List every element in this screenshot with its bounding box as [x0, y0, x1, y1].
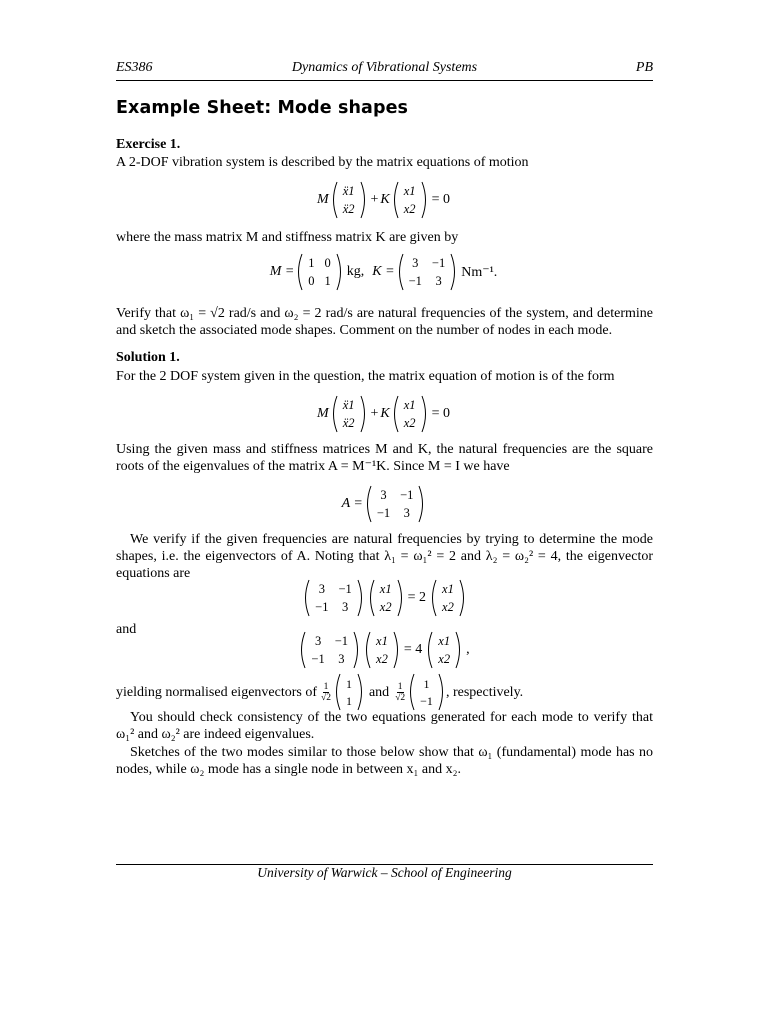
solution-paragraph-3: We verify if the given frequencies are natural frequencies by trying to determine the mode shapes, i.e. the eigenvectors of A. Noting that λ₁ = ω₁² = 2 and λ₂ = ω₂² = 4, the eigenvector equations are: [116, 532, 653, 581]
solution-paragraph-1: For the 2 DOF system given in the question, the matrix equation of motion is of the form: [116, 369, 615, 384]
matrix-A: 3 −1 −1 3: [364, 485, 427, 523]
matrix-A-equation: A = 3 −1 −1 3: [116, 484, 653, 524]
exercise-heading: Exercise 1.: [116, 137, 181, 152]
running-header: [116, 60, 653, 78]
eigenvector-2: 1 −1: [407, 673, 446, 711]
author-initials: PB: [635, 60, 653, 75]
exercise-intro: A 2-DOF vibration system is described by the matrix equations of motion: [116, 155, 529, 170]
mass-matrix: 1 0 0 1: [295, 253, 344, 291]
mass-stiffness-intro: where the mass matrix M and stiffness matrix K are given by: [116, 230, 459, 245]
displacement-vector: x1 x2: [391, 181, 429, 219]
course-title: Dynamics of Vibrational Systems: [291, 60, 478, 75]
eigenvector-equation-1: 3 −1 −1 3 x1 x2 = 2 x1 x2: [116, 578, 653, 618]
mass-stiffness-matrices: M = 1 0 0 1 kg, K = 3 −1 −1 3 Nm⁻¹.: [116, 252, 653, 292]
equation-of-motion-solution: M ẍ1 ẍ2 + K x1 x2 = 0: [116, 394, 653, 434]
exercise-question: Verify that ω₁ = √2 rad/s and ω₂ = 2 rad/s are natural frequencies of the system, and determine and sketch the associated mode shapes. Comment on the number of nodes in each mode.: [116, 306, 653, 338]
acceleration-vector: ẍ1 ẍ2: [330, 181, 368, 219]
header-rule: [116, 80, 653, 81]
and-connector: and: [116, 622, 137, 637]
solution-paragraph-5: Sketches of the two modes similar to those below show that ω₁ (fundamental) mode has no nodes, while ω₂ mode has a single node in between x₁ and x₂.: [116, 745, 653, 777]
solution-heading: Solution 1.: [116, 350, 180, 365]
equation-of-motion: M ẍ1 ẍ2 + K x1 x2 = 0: [116, 180, 653, 220]
solution-paragraph-2: Using the given mass and stiffness matrices M and K, the natural frequencies are the square roots of the eigenvalues of the matrix A = M⁻¹K. Since M = I we have: [116, 442, 653, 474]
eigenvector-equation-2: 3 −1 −1 3 x1 x2 = 4 x1 x2 ,: [116, 630, 653, 670]
page-title: Example Sheet: Mode shapes: [116, 98, 409, 118]
page-footer: University of Warwick – School of Engineering: [257, 865, 512, 880]
solution-paragraph-4: You should check consistency of the two equations generated for each mode to verify that ω₁² and ω₂² are indeed eigenvalues.: [116, 710, 653, 742]
normalised-eigenvectors-line: yielding normalised eigenvectors of $\frac{1}{√2}$ 1 1 and $\frac{1}{√2}$ 1 −1 , respectively.: [116, 672, 653, 712]
course-code: ES386: [116, 60, 153, 75]
stiffness-matrix: 3 −1 −1 3: [396, 253, 459, 291]
eigenvector-1: 1 1: [333, 673, 365, 711]
